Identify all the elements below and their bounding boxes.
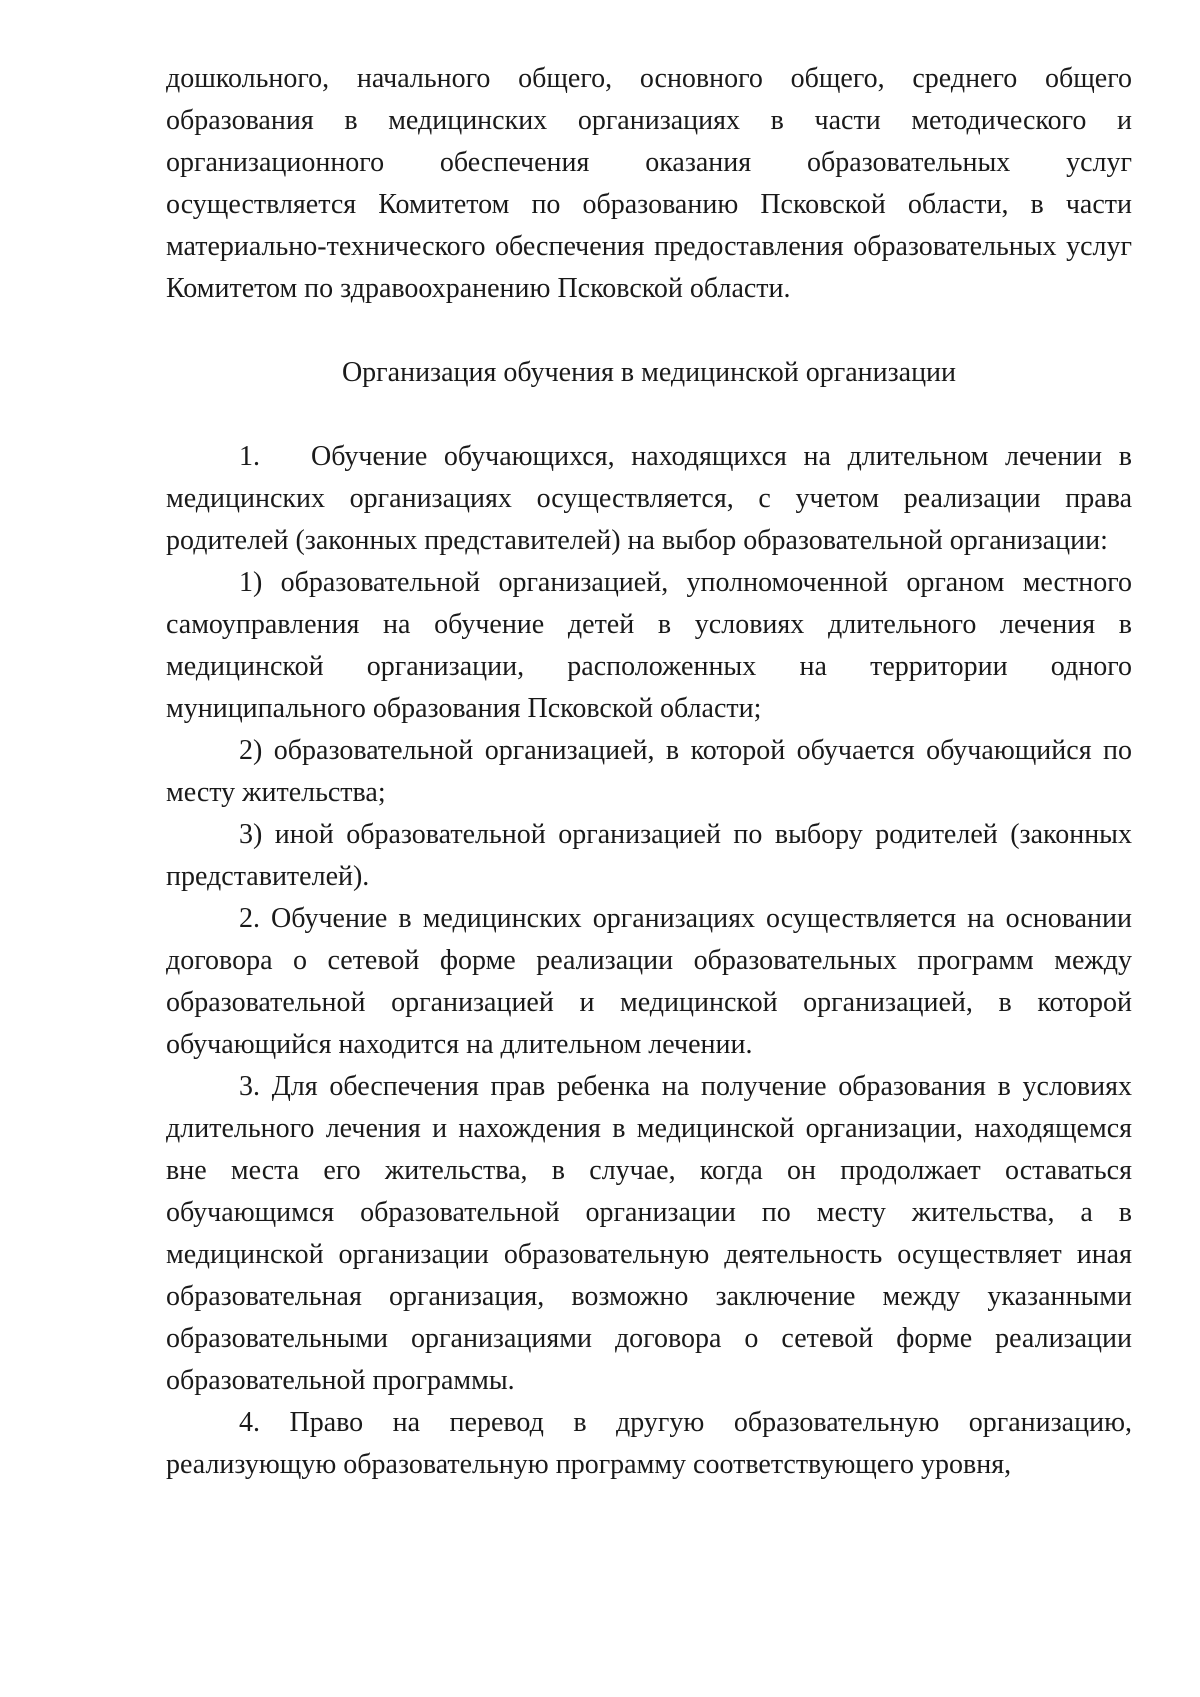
list-item-1-number: 1. xyxy=(239,441,260,472)
list-item-2: 2. Обучение в медицинских организациях осуществляется на основании договора о сетевой форме реализации образовательных программ между образовательной организацией и медицинской организацией, в которой обучающийся находится на длительном лечении. xyxy=(166,903,1132,1060)
list-item-1-text: Обучение обучающихся, находящихся на длительном лечении в медицинских организациях осуществляется, с учетом реализации права родителей (законных представителей) на выбор образовательной организации: xyxy=(166,441,1132,556)
list-item-3: 3. Для обеспечения прав ребенка на получение образования в условиях длительного лечения и нахождения в медицинской организации, находящемся вне места его жительства, в случае, когда он продолжает оставаться обучающимся образовательной организации по месту жительства, а в медицинской организации образовательную деятельность осуществляет иная образовательная организация, возможно заключение между указанными образовательными организациями договора о сетевой форме реализации образовательной программы. xyxy=(166,1071,1132,1396)
document-page xyxy=(166,58,1132,1486)
section-heading: Организация обучения в медицинской организации xyxy=(341,357,957,388)
intro-paragraph: дошкольного, начального общего, основного общего, среднего общего образования в медицинских организациях в части методического и организационного обеспечения оказания образовательных услуг осуществляется Комитетом по образованию Псковской области, в части материально-технического обеспечения предоставления образовательных услуг Комитетом по здравоохранению Псковской области. xyxy=(166,63,1132,304)
list-item-1 xyxy=(166,436,1132,562)
subitem-1: 1) образовательной организацией, уполномоченной органом местного самоуправления на обучение детей в условиях длительного лечения в медицинской организации, расположенных на территории одного муниципального образования Псковской области; xyxy=(166,567,1132,724)
subitem-3: 3) иной образовательной организацией по выбору родителей (законных представителей). xyxy=(166,819,1132,892)
subitem-2: 2) образовательной организацией, в которой обучается обучающийся по месту жительства; xyxy=(166,735,1132,808)
list-item-4: 4. Право на перевод в другую образовательную организацию, реализующую образовательную программу соответствующего уровня, xyxy=(166,1407,1132,1480)
